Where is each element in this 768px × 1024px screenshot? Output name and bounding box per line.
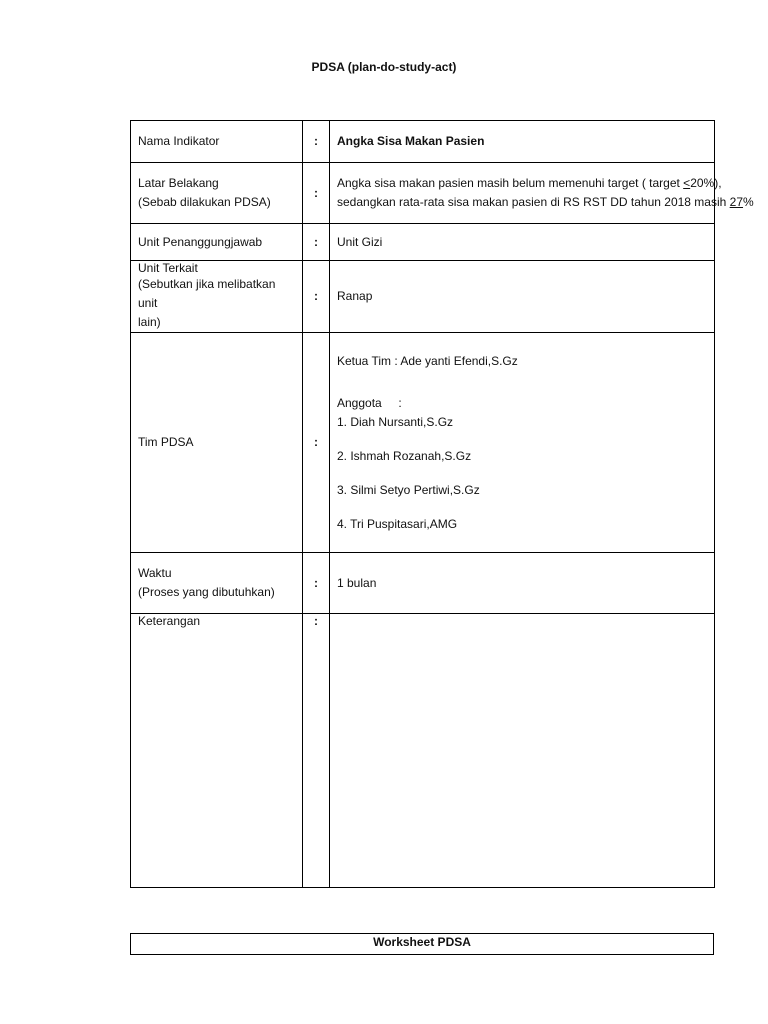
spacer <box>337 432 707 447</box>
label-line: (Sebab dilakukan PDSA) <box>138 195 271 209</box>
spacer <box>337 466 707 481</box>
colon: : <box>303 333 330 553</box>
label-unit-penanggungjawab: Unit Penanggungjawab <box>131 224 303 261</box>
value-unit-terkait: Ranap <box>330 261 715 333</box>
text-segment: 20%), <box>690 176 722 190</box>
colon: : <box>303 261 330 333</box>
value-keterangan <box>330 614 715 888</box>
row-nama-indikator <box>131 121 715 163</box>
text-segment: % <box>743 195 754 209</box>
member-item: 3. Silmi Setyo Pertiwi,S.Gz <box>337 482 480 497</box>
label-line: Unit Terkait <box>138 261 198 275</box>
value-tim-pdsa <box>330 333 715 553</box>
spacer <box>337 371 707 394</box>
label-latar-belakang <box>131 163 303 224</box>
colon: : <box>303 121 330 163</box>
text-segment-underlined: 27 <box>729 195 744 209</box>
document-title: PDSA (plan-do-study-act) <box>311 60 457 74</box>
row-keterangan <box>131 614 715 888</box>
label-tim-pdsa: Tim PDSA <box>131 333 303 553</box>
label-keterangan: Keterangan <box>131 614 303 888</box>
label-line: lain) <box>138 315 161 329</box>
colon: : <box>303 224 330 261</box>
anggota-label: Anggota : <box>337 395 402 410</box>
row-unit-terkait <box>131 261 715 333</box>
value-line <box>337 193 754 212</box>
label-line: Latar Belakang <box>138 176 219 190</box>
row-tim-pdsa <box>131 333 715 553</box>
value-waktu: 1 bulan <box>330 553 715 614</box>
colon: : <box>303 553 330 614</box>
value-latar-belakang <box>330 163 754 224</box>
label-nama-indikator: Nama Indikator <box>131 121 303 163</box>
label-line: (Sebutkan jika melibatkan unit <box>138 277 276 310</box>
row-unit-penanggungjawab <box>131 224 715 261</box>
member-item: 2. Ishmah Rozanah,S.Gz <box>337 448 472 463</box>
value-nama-indikator: Angka Sisa Makan Pasien <box>330 121 715 163</box>
colon: : <box>303 614 330 888</box>
member-item: 1. Diah Nursanti,S.Gz <box>337 414 454 429</box>
label-line: Waktu <box>138 566 172 580</box>
text-segment: sedangkan rata-rata sisa makan pasien di RS RST DD tahun 2018 masih <box>337 195 730 209</box>
row-waktu <box>131 553 715 614</box>
member-item: 4. Tri Puspitasari,AMG <box>337 516 458 531</box>
label-unit-terkait <box>131 261 303 333</box>
value-line <box>337 174 722 193</box>
label-line: (Proses yang dibutuhkan) <box>138 585 275 599</box>
ketua-tim: Ketua Tim : Ade yanti Efendi,S.Gz <box>337 353 518 368</box>
pdsa-table <box>130 120 754 888</box>
label-waktu <box>131 553 303 614</box>
text-segment-underlined: < <box>683 176 691 190</box>
row-latar-belakang <box>131 163 715 224</box>
worksheet-heading: Worksheet PDSA <box>130 933 714 955</box>
text-segment: Angka sisa makan pasien masih belum memenuhi target ( target <box>337 176 684 190</box>
colon: : <box>303 163 330 224</box>
spacer <box>337 500 707 515</box>
value-unit-penanggungjawab: Unit Gizi <box>330 224 715 261</box>
